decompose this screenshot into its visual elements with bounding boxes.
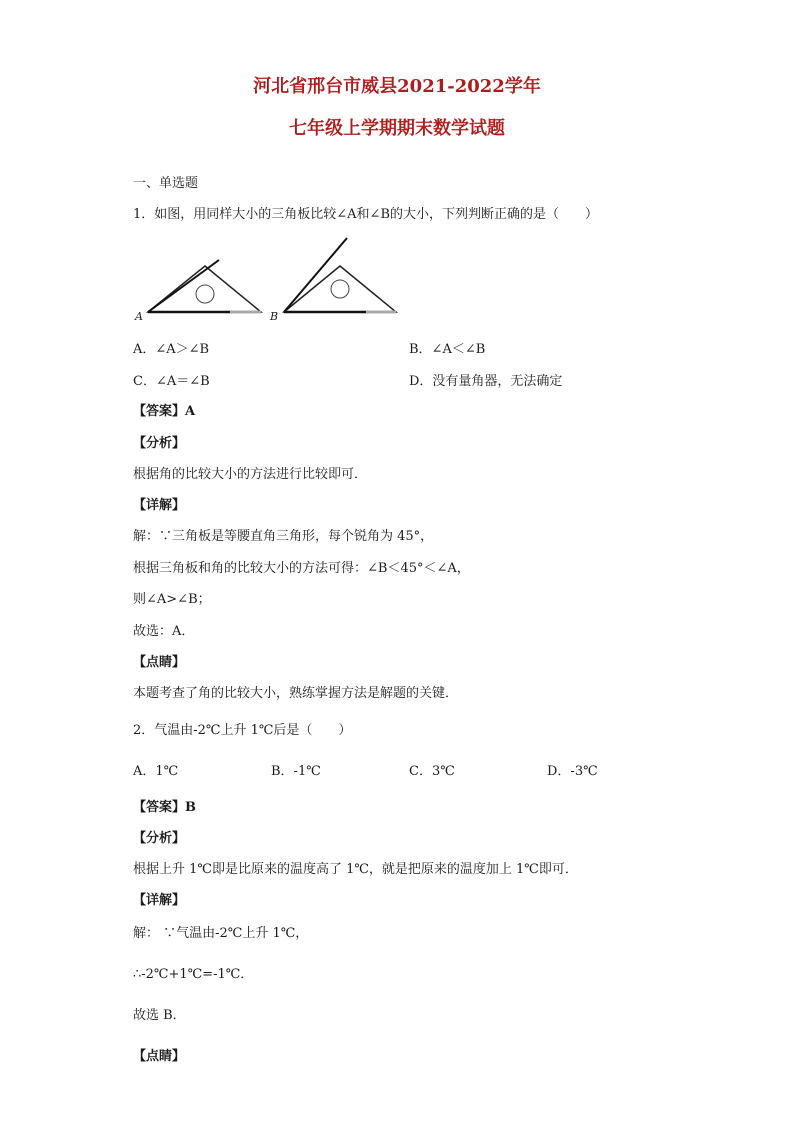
q2-option-b: B．-1℃ <box>271 764 321 779</box>
q2-detail-heading: 【详解】 <box>133 893 186 908</box>
q1-option-a: A．∠A＞∠B <box>133 342 210 357</box>
q1-analysis-text: 根据角的比较大小的方法进行比较即可． <box>133 467 368 482</box>
q1-triangle-figure <box>133 232 413 324</box>
q1-detail-line-4: 故选：A． <box>133 624 195 639</box>
figure-angle-b <box>269 238 396 323</box>
q1-detail-line-3: 则∠A>∠B； <box>133 592 211 607</box>
q2-analysis-text: 根据上升 1℃即是比原来的温度高了 1℃，就是把原来的温度加上 1℃即可． <box>133 862 578 877</box>
q2-stem: 2．气温由-2℃上升 1℃后是（ ） <box>133 723 352 738</box>
title-line-2: 七年级上学期期末数学试题 <box>289 118 505 139</box>
q2-analysis-heading: 【分析】 <box>133 831 186 846</box>
figure-label-b: B <box>270 310 279 323</box>
q2-detail-line-1: 解： ∵气温由-2℃上升 1℃， <box>133 926 309 941</box>
section-heading: 一、单选题 <box>133 176 199 191</box>
figure-angle-a <box>134 260 261 323</box>
q1-option-c: C．∠A＝∠B <box>133 374 210 389</box>
q2-option-a: A．1℃ <box>133 764 179 779</box>
figure-label-a: A <box>135 310 143 323</box>
q1-detail-line-1: 解：∵三角板是等腰直角三角形，每个锐角为 45°， <box>133 529 434 544</box>
q1-option-b: B．∠A＜∠B <box>409 342 486 357</box>
q2-option-c: C．3℃ <box>409 764 455 779</box>
q1-option-d: D．没有量角器，无法确定 <box>409 374 563 389</box>
title-line-1: 河北省邢台市威县2021-2022学年 <box>253 76 541 97</box>
q2-comment-heading: 【点睛】 <box>133 1049 186 1064</box>
q2-option-d: D．-3℃ <box>547 764 598 779</box>
q2-detail-line-3: 故选 B． <box>133 1008 186 1023</box>
q2-detail-line-2: ∴-2℃+1℃=-1℃． <box>133 967 254 982</box>
q1-stem: 1．如图，用同样大小的三角板比较∠A和∠B的大小，下列判断正确的是（ ） <box>133 207 598 222</box>
q1-detail-line-2: 根据三角板和角的比较大小的方法可得：∠B＜45°＜∠A， <box>133 561 470 576</box>
q2-answer: 【答案】B <box>133 800 196 815</box>
q1-detail-heading: 【详解】 <box>133 498 186 513</box>
q1-comment-heading: 【点睛】 <box>133 655 186 670</box>
q1-comment-text: 本题考查了角的比较大小，熟练掌握方法是解题的关键． <box>133 686 459 701</box>
q1-analysis-heading: 【分析】 <box>133 436 186 451</box>
q1-answer: 【答案】A <box>133 404 196 419</box>
